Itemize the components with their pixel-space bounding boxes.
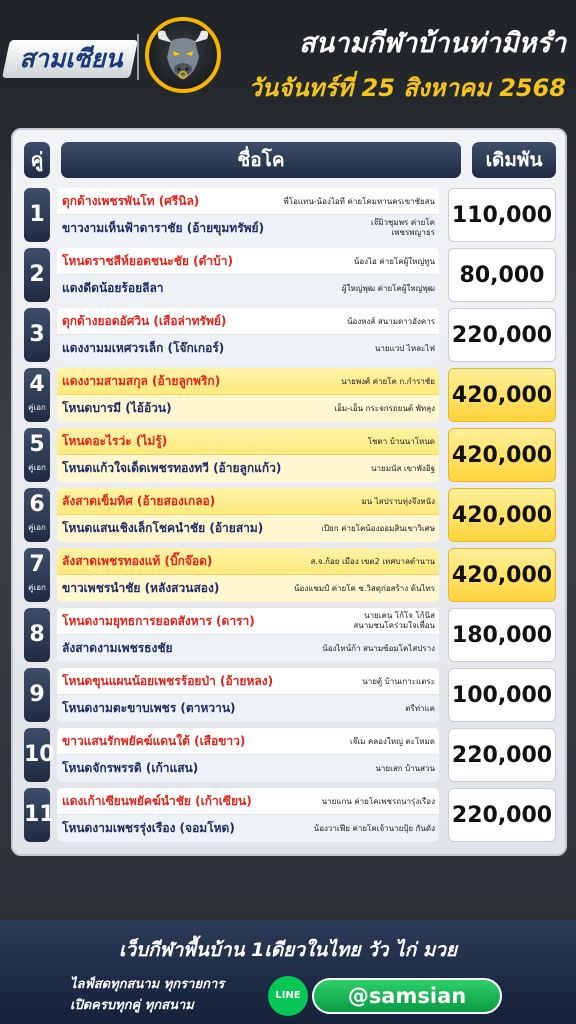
red-corner — [57, 548, 439, 575]
blue-corner — [57, 395, 439, 422]
red-corner — [57, 308, 439, 335]
bet-amount: 420,000 — [448, 488, 556, 542]
red-owner: เจ๊เม คลองใหญ่ ตะโหมด — [349, 737, 435, 746]
bet-amount: 220,000 — [448, 728, 556, 782]
blue-owner: นายแวป ไหละไฟ — [374, 344, 435, 353]
blue-corner — [57, 755, 439, 782]
red-owner — [353, 611, 435, 631]
header-name: ชื่อโค — [61, 142, 461, 178]
red-corner — [57, 788, 439, 815]
bet-amount: 220,000 — [448, 788, 556, 842]
match-names — [57, 488, 439, 542]
blue-owner: ตรีท่าแค — [405, 704, 435, 713]
red-bull-name: ลังสาดเข็มทิศ (อ้ายสองเกลอ) — [62, 494, 216, 508]
match-names — [57, 788, 439, 842]
blue-corner — [57, 635, 439, 662]
bet-amount: 110,000 — [448, 188, 556, 242]
match-number — [24, 248, 50, 302]
match-names — [57, 248, 439, 302]
fight-card-board — [11, 128, 567, 856]
match-number-value: 11 — [24, 802, 55, 827]
blue-owner: ผู้ใหญ่พุฒ ค่ายโคผู้ใหญ่พุฒ — [341, 284, 435, 293]
red-owner: นายแกน ค่ายโคเพชรถนารุ่งเรือง — [321, 797, 435, 806]
match-row — [24, 788, 556, 842]
bet-amount: 80,000 — [448, 248, 556, 302]
blue-corner — [57, 575, 439, 602]
red-owner-line-1: นายเคน โก้โจ โก้นิส — [364, 611, 435, 620]
footer-line-2: เปิดครบทุกคู่ ทุกสนาม — [70, 998, 194, 1013]
red-corner — [57, 368, 439, 395]
main-match-label: คู่เอก — [28, 583, 46, 592]
blue-corner — [57, 275, 439, 302]
red-owner: นายตู้ บ้านเกาะแตระ — [362, 677, 435, 686]
match-number — [24, 668, 50, 722]
match-row — [24, 428, 556, 482]
match-number — [24, 488, 50, 542]
red-owner: น้องไอ ค่ายโคผู้ใหญ่ทูน — [353, 257, 435, 266]
header — [0, 0, 576, 112]
match-number-value: 8 — [29, 622, 45, 647]
red-owner: พี่โอแทน-น้องไอที ค่ายโคมหานครเขาชัยสน — [283, 197, 435, 206]
blue-bull-name: ขาวเพชรนำชัย (หลังสวนสอง) — [62, 581, 220, 595]
bet-amount: 220,000 — [448, 308, 556, 362]
bet-amount: 180,000 — [448, 608, 556, 662]
match-number — [24, 368, 50, 422]
main-match-label: คู่เอก — [28, 523, 46, 532]
match-number — [24, 728, 55, 782]
blue-owner-line-1: เจ๊มิวชุมพร ค่ายโค — [370, 218, 435, 227]
brand-name: สามเซียน — [19, 44, 123, 73]
match-row — [24, 488, 556, 542]
blue-bull-name: โหนดจักรพรรดิ (เก้าแสน) — [62, 761, 199, 775]
header-pair: คู่ — [24, 142, 50, 178]
main-match-label: คู่เอก — [28, 403, 46, 412]
red-corner — [57, 188, 439, 215]
match-number — [24, 308, 50, 362]
match-row — [24, 188, 556, 242]
blue-corner — [57, 455, 439, 482]
blue-corner — [57, 815, 439, 842]
match-number-value: 7 — [29, 552, 45, 577]
match-number-value: 3 — [29, 322, 45, 347]
red-bull-name: ขาวแสนรักพยัคฆ์แดนใต้ (เสือขาว) — [62, 734, 246, 748]
blue-bull-name: ขาวงามเห็นฟ้าดาราชัย (อ้ายขุมทรัพย์) — [62, 221, 265, 235]
red-corner — [57, 668, 439, 695]
match-number-value: 9 — [29, 682, 45, 707]
match-number-value: 4 — [29, 372, 45, 397]
blue-corner — [57, 515, 439, 542]
match-row — [24, 548, 556, 602]
bet-amount: 420,000 — [448, 548, 556, 602]
red-bull-name: โหนดงามยุทธการยอดสังหาร (ดารา) — [62, 614, 255, 628]
line-app-icon[interactable]: LINE — [268, 976, 308, 1016]
blue-owner — [371, 218, 435, 238]
divider — [137, 34, 139, 80]
red-owner: น้องหงส์ สนามดาวอังคาร — [347, 317, 435, 326]
blue-bull-name: ลังสาดงามเพชรธงชัย — [62, 641, 173, 655]
red-corner — [57, 428, 439, 455]
match-row — [24, 248, 556, 302]
bet-amount: 420,000 — [448, 428, 556, 482]
match-row — [24, 728, 556, 782]
red-owner: ส.จ.ก้อย เมือง เขต2 เทศบาลตำนาน — [310, 557, 435, 566]
bet-amount: 100,000 — [448, 668, 556, 722]
red-bull-name: แดงเก้าเซียนพยัคฆ์นำชัย (เก้าเซียน) — [62, 794, 252, 808]
match-names — [57, 308, 439, 362]
match-names — [57, 188, 439, 242]
red-owner: โชตา บ้านนาโหนด — [367, 437, 435, 446]
match-number-value: 1 — [29, 202, 45, 227]
bull-logo-icon — [145, 17, 221, 93]
match-number — [24, 608, 50, 662]
line-handle-button[interactable]: @samsian — [312, 978, 502, 1014]
match-names — [57, 608, 439, 662]
red-bull-name: ดุกด้างเพชรพันโท (ศรีนิล) — [62, 194, 200, 208]
match-names — [57, 668, 439, 722]
blue-bull-name: โหนดแก้วใจเด็ดเพชรทองทวี (อ้ายลูกแก้ว) — [62, 461, 282, 475]
blue-owner-line-2: เพชรพญาธร — [391, 228, 435, 237]
stadium-title: สนามกีฬาบ้านท่ามิหรำ — [299, 28, 566, 59]
blue-owner: เปียก ค่ายโคน้องออมสินเขาวิเศษ — [321, 524, 435, 533]
red-owner-line-2: สนามชนโคร่วมใจเพื่อน — [353, 621, 435, 630]
match-row — [24, 368, 556, 422]
blue-owner: น้องวาเฟีย ค่ายโคเจ้านายปุ้ย กันดัง — [313, 824, 435, 833]
red-bull-name: โหนดอะไรว่ะ (ไม่รู้) — [62, 434, 168, 448]
match-names — [57, 368, 439, 422]
match-row — [24, 608, 556, 662]
blue-bull-name: โหนดงามตะขาบเพชร (ตาหวาน) — [62, 701, 236, 715]
blue-bull-name: โหนดงามเพชรรุ่งเรือง (จอมโหด) — [62, 821, 235, 835]
footer-line-1: ไลฟ์สดทุกสนาม ทุกรายการ — [70, 977, 225, 992]
match-number-value: 6 — [29, 492, 45, 517]
red-bull-name: แดงงามสามสกุล (อ้ายลูกพริก) — [62, 374, 221, 388]
match-number-value: 2 — [29, 262, 45, 287]
match-number — [24, 428, 50, 482]
match-number-value: 5 — [29, 432, 45, 457]
blue-corner — [57, 335, 439, 362]
bet-amount: 420,000 — [448, 368, 556, 422]
red-bull-name: โหนดขุนแผนน้อยเพชรร้อยป่า (อ้ายหลง) — [62, 674, 274, 688]
blue-bull-name: โหนดบารมี (ไอ้อ้วน) — [62, 401, 172, 415]
event-date: วันจันทร์ที่ 25 สิงหาคม 2568 — [248, 74, 566, 102]
match-row — [24, 668, 556, 722]
blue-owner: น้องแชมป์ ค่ายโค ช.วิสดุก่อสร้าง ต้นไทร — [294, 584, 435, 593]
match-number — [24, 788, 55, 842]
red-owner: มน ไสปราบทุ่งจึงหนัง — [361, 497, 435, 506]
red-bull-name: โหนดราชสีห์ยอดชนะชัย (ดำบ้า) — [62, 254, 233, 268]
match-names — [57, 728, 439, 782]
blue-owner: น้องไทน์ก้า สนามซ้อมโคไสปราง — [322, 644, 435, 653]
red-bull-name: ดุกด้างยอดอัศวิน (เสือล่าทรัพย์) — [62, 314, 227, 328]
header-bet: เดิมพัน — [472, 142, 556, 178]
blue-owner: นายเสก บ้านสวน — [375, 764, 435, 773]
red-corner — [57, 248, 439, 275]
blue-bull-name: โหนดแสนเชิงเล็กโชคนำชัย (อ้ายสาม) — [62, 521, 264, 535]
red-corner — [57, 488, 439, 515]
match-names — [57, 428, 439, 482]
match-number-value: 10 — [24, 742, 55, 767]
red-corner — [57, 728, 439, 755]
main-match-label: คู่เอก — [28, 463, 46, 472]
blue-corner — [57, 215, 439, 242]
red-owner: นายพงศ์ ค่ายโค ก.กำราชัย — [341, 377, 435, 386]
match-row — [24, 308, 556, 362]
blue-bull-name: แดงงามมเหศวรเล็ก (โจ๊กเกอร์) — [62, 341, 225, 355]
blue-bull-name: แดงดีดน้อยร้อยลีลา — [62, 281, 164, 295]
footer-tagline: เว็บกีฬาพื้นบ้าน 1เดียวในไทย วัว ไก่ มวย — [118, 939, 458, 961]
match-names — [57, 548, 439, 602]
blue-owner: เอ็ม-เอ็น กระจกรถยนต์ พัทลุง — [334, 404, 435, 413]
red-bull-name: ลังสาดเพชรทองแท้ (บิ๊กจ๊อด) — [62, 554, 213, 568]
match-number — [24, 548, 50, 602]
blue-owner: นายมนัส เขาพังอิฐ — [371, 464, 435, 473]
blue-corner — [57, 695, 439, 722]
red-corner — [57, 608, 439, 635]
match-number — [24, 188, 50, 242]
